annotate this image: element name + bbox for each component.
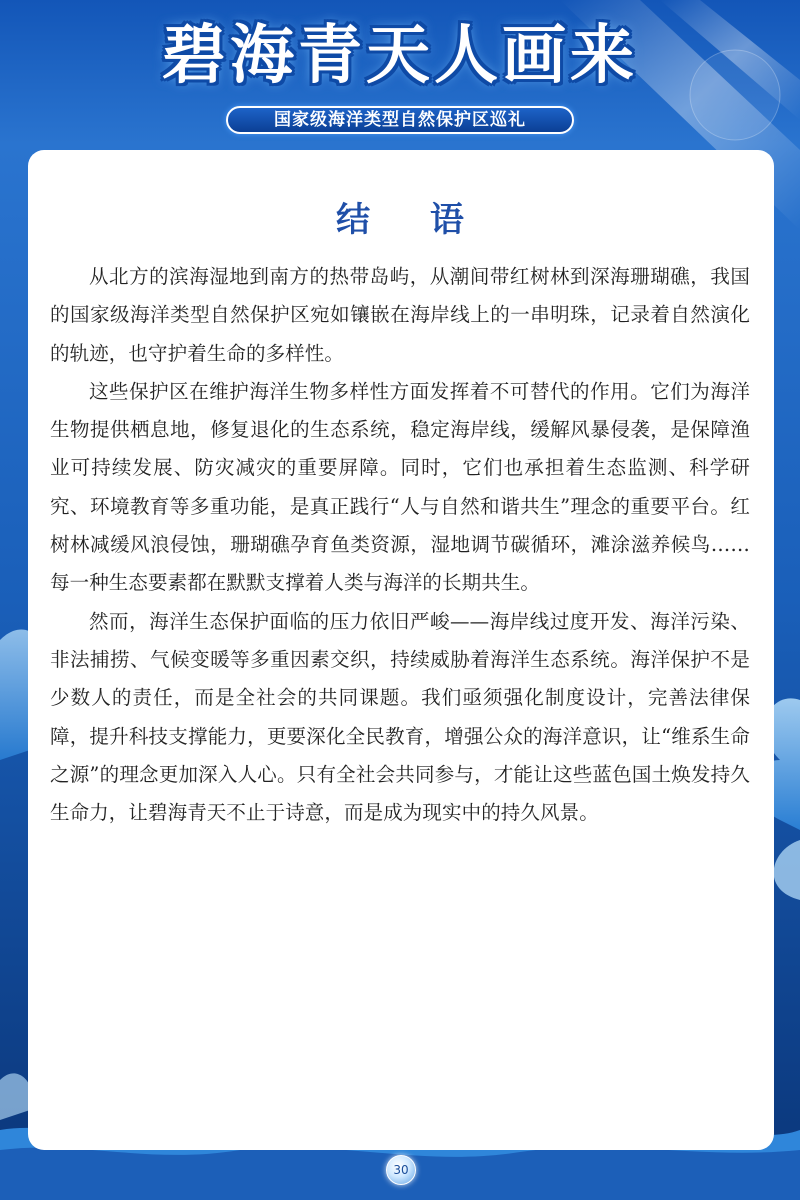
paragraph: 从北方的滨海湿地到南方的热带岛屿，从潮间带红树林到深海珊瑚礁，我国的国家级海洋类型自然保护区宛如镶嵌在海岸线上的一串明珠，记录着自然演化的轨迹，也守护着生命的多样性。 bbox=[50, 265, 750, 365]
subtitle-text: 国家级海洋类型自然保护区巡礼 bbox=[274, 110, 526, 130]
paragraph: 这些保护区在维护海洋生物多样性方面发挥着不可替代的作用。它们为海洋生物提供栖息地，修复退化的生态系统，稳定海岸线，缓解风暴侵袭，是保障渔业可持续发展、防灾减灾的重要屏障。同时，它们也承担着生态监测、科学研究、环境教育等多重功能，是真正践行“人与自然和谐共生”理念的重要平台。红树林减缓风浪侵蚀，珊瑚礁孕育鱼类资源，湿地调节碳循环，滩涂滋养候鸟……每一种生态要素都在默默支撑着人类与海洋的长期共生。 bbox=[50, 379, 750, 595]
subtitle-banner bbox=[226, 106, 574, 134]
page-number-badge bbox=[386, 1155, 416, 1185]
paragraph: 然而，海洋生态保护面临的压力依旧严峻——海岸线过度开发、海洋污染、非法捕捞、气候变暖等多重因素交织，持续威胁着海洋生态系统。海洋保护不是少数人的责任，而是全社会的共同课题。我们亟须强化制度设计，完善法律保障，提升科技支撑能力，更要深化全民教育，增强公众的海洋意识，让“维系生命之源”的理念更加深入人心。只有全社会共同参与，才能让这些蓝色国土焕发持久生命力，让碧海青天不止于诗意，而是成为现实中的持久风景。 bbox=[50, 609, 750, 825]
section-heading: 结 语 bbox=[336, 200, 488, 240]
page-title: 碧海青天人画来 bbox=[162, 19, 638, 93]
page-number: 30 bbox=[393, 1163, 409, 1177]
article-body bbox=[50, 258, 750, 832]
